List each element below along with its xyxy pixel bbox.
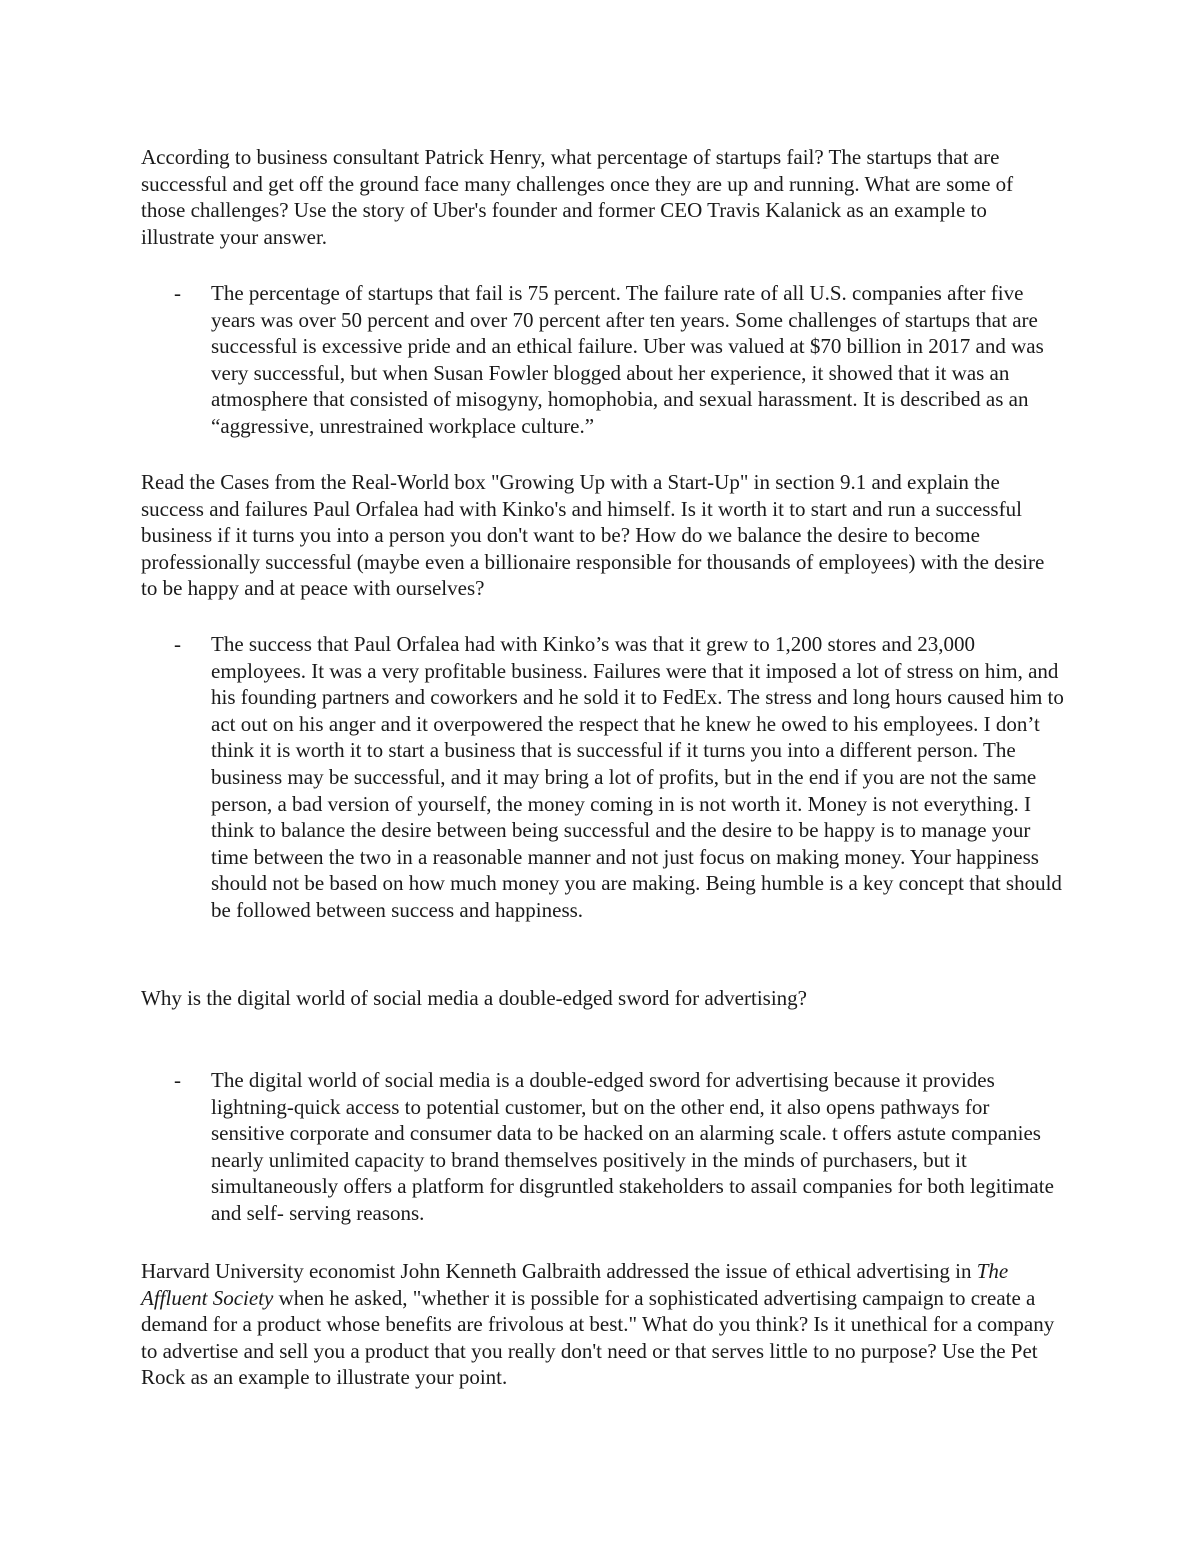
question-social-media: Why is the digital world of social media a double-edged sword for advertising? xyxy=(141,986,807,1010)
question-galbraith-part1: Harvard University economist John Kenneth Galbraith addressed the issue of ethical advertising in xyxy=(141,1259,977,1283)
answer-social-media-text: The digital world of social media is a double-edged sword for advertising because it provides lightning-quick access to potential customer, but on the other end, it also opens pathways for sensitive corporate and consumer data to be hacked on an alarming scale. t offers astute companies nearly unlimited capacity to brand themselves positively in the minds of purchasers, but it simultaneously offers a platform for disgruntled stakeholders to assail companies for both legitimate and self- serving reasons. xyxy=(211,1068,1054,1225)
bullet-dash: - xyxy=(174,1068,181,1092)
answer-startups-text: The percentage of startups that fail is 75 percent. The failure rate of all U.S. companies after five years was over 50 percent and over 70 percent after ten years. Some challenges of startups that are successful is excessive pride and an ethical failure. Uber was valued at $70 billion in 2017 and was very successful, but when Susan Fowler blogged about her experience, it showed that it was an atmosphere that consisted of misogyny, homophobia, and sexual harassment. It is described as an “aggressive, unrestrained workplace culture.” xyxy=(211,281,1044,438)
bullet-dash: - xyxy=(174,281,181,305)
answer-kinkos xyxy=(174,631,1064,924)
answer-social-media xyxy=(174,1067,1064,1227)
bullet-dash: - xyxy=(174,632,181,656)
question-kinkos: Read the Cases from the Real-World box "Growing Up with a Start-Up" in section 9.1 and explain the success and failures Paul Orfalea had with Kinko's and himself. Is it worth it to start and run a successful business if it turns you into a person you don't want to be? How do we balance the desire to become professionally successful (maybe even a billionaire responsible for thousands of employees) with the desire to be happy and at peace with ourselves? xyxy=(141,470,1045,601)
answer-startups xyxy=(174,280,1064,440)
book-title: The Affluent Society xyxy=(141,1259,1009,1310)
question-galbraith-part2: when he asked, "whether it is possible for a sophisticated advertising campaign to create a demand for a product whose benefits are frivolous at best." What do you think? Is it unethical for a company to advertise and sell you a product that you really don't need or that serves little to no purpose? Use the Pet Rock as an example to illustrate your point. xyxy=(141,1285,1055,1390)
question-startups: According to business consultant Patrick Henry, what percentage of startups fail? The startups that are successful and get off the ground face many challenges once they are up and running. What are some of those challenges? Use the story of Uber's founder and former CEO Travis Kalanick as an example to illustrate your answer. xyxy=(141,145,1014,249)
question-galbraith xyxy=(141,1258,1061,1391)
answer-kinkos-text: The success that Paul Orfalea had with Kinko’s was that it grew to 1,200 stores and 23,000 employees. It was a very profitable business. Failures were that it imposed a lot of stress on him, and his founding partners and coworkers and he sold it to FedEx. The stress and long hours caused him to act out on his anger and it overpowered the respect that he knew he owed to his employees. I don’t think it is worth it to start a business that is successful if it turns you into a different person. The business may be successful, and it may bring a lot of profits, but in the end if you are not the same person, a bad version of yourself, the money coming in is not worth it. Money is not everything. I think to balance the desire between being successful and the desire to be happy is to manage your time between the two in a reasonable manner and not just focus on making money. Your happiness should not be based on how much money you are making. Being humble is a key concept that should be followed between success and happiness. xyxy=(211,632,1064,922)
